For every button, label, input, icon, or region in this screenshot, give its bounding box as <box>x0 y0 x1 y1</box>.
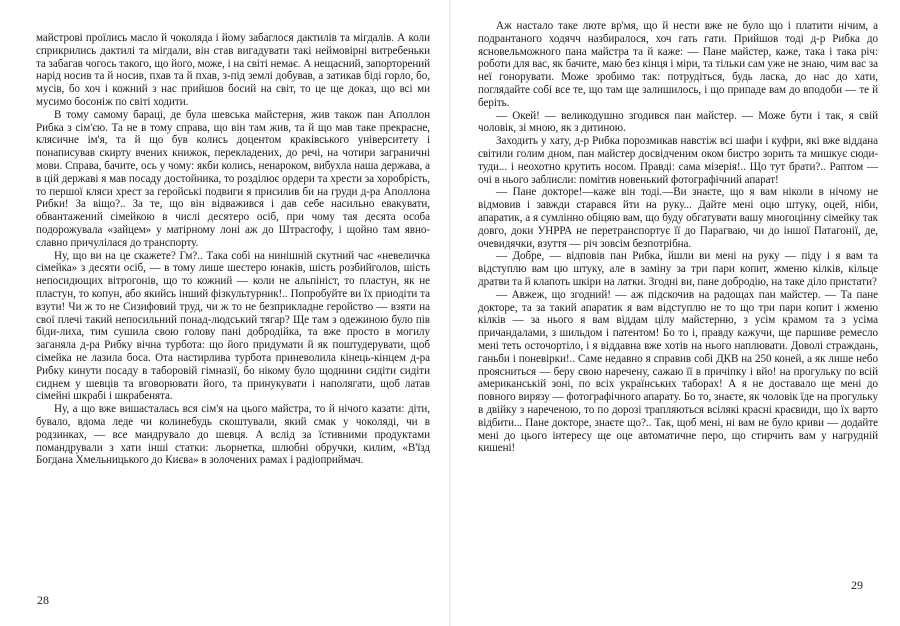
paragraph: майстрові проїлись масло й чоколяда і йому забаглося дактилів та мігдалів. А коли сприкрились дактилі та мігдали, він став вигадувати такі неймовірні витребеньки та забагав чогось такого, що його, може, і на світі немає. А нещасний, запорторений нарід носив та й носив, пхав та й пхав, з-під землі добував, а затикав біді горло, бо, мусів, бо хоч і кожний з нас прийшов босий на світ, то це ще доказ, що всі ми мусимо босоніж по світі ходити. <box>36 32 430 108</box>
page-number: 29 <box>851 578 863 592</box>
paragraph: — Пане докторе!—каже він тоді.—Ви знаєте, що я вам ніколи в нічому не відмовив і завжди старався йти на руку... Дайте мені оцю штуку, оцей, ніби, апаратик, а я сумлінно обіцяю вам, що буду обгатувати вашу многоцінну сімейку так довго, доки УНРРА не перетранспортує її до Парагваю, чи до іншої Патагонії, де, очевидячки, взуття — річ зовсім безпотрібна. <box>478 186 878 250</box>
paragraph: Заходить у хату, д-р Рибка порозмикав навстіж всі шафи і куфри, які вже віддана світили голим дном, пан майстер досвідченим оком бистро зорить та мишкує сюди-туди... і неохотно крутить носом. Правді: сама мізерія!.. Що тут брати?.. Раптом — очі в нього заблисли: помітив новенький фотографічний апарат! <box>478 135 878 186</box>
page-number: 28 <box>37 593 49 607</box>
paragraph: Аж настало таке люте вр'мя, що й нести вже не було що і платити нічим, а подрантаного ходячч назбиралося, хоч гать гати. Прийшов тоді д-р Рибка до ясновельможного пана майстра та й каже: — Пане майстер, каже, така і така річ: роботи для вас, як бачите, маю без кінця і міри, та тільки сам уже не знаю, чим вас за неї гонорувати. Може зробимо так: потрудіться, будь ласка, до нас до хати, поглядайте собі все те, що там ще залишилось, і що припаде вам до вподоби — те й беріть. <box>478 20 878 109</box>
paragraph: — Авжеж, що згодний! — аж підскочив на радощах пан майстер. — Та пане докторе, та за такий апаратик я вам відступлю не то що три пари копит і жменю кілків — за нього я вам віддам цілу майстерню, з усім крамом та з усіма причандалами, з шильдом і патентом! Бо то і, правду кажучи, ще паршиве ремесло мені теть осточортіло, і я віддавна вже хотів на нього наплювати. Доволі страждань, ганьби і поневірки!.. Саме недавно я справив собі ДКВ на 250 коней, а як лише небо проясниться — беру свою наречену, сажаю її в причіпку і вйо! на прогульку по всій американській зоні, по всіх українських таборах! А я не доставало ще мені до повного вирязу — фотографічного апарату. Бо то, знаєте, як чоловік їде на прогульку в двійку з нареченою, то по дорозі трапляються всілякі красні краєвиди, що їх варто відбити... Пане докторе, знаєте що?.. Так, щоб мені, ні вам не було криви — додайте мені до цього інтересу ще оце автоматичне перо, що стирчить вам у нагрудній кишені! <box>478 288 878 455</box>
paragraph: В тому самому бараці, де була шевська майстерня, жив також пан Аполлон Рибка з сім'єю. Та не в тому справа, що він там жив, та й що мав таке прекрасне, клясичне ім'я, та й що був колись доцентом краківського університету і понаписував скирту вчених книжок, перекладених, до речі, на чотири заграничні мови. Справа, бачите, ось у чому: якби колись, ненароком, вибухла наша держава, а в цій державі я мав посаду достойника, то розділює ордери та хрести за хоробрість, то першої кляси хрест за геройські подвиги я присилив би на груди д-ра Аполлона Рибки! За віщо?.. За те, що він відважився і дав себе насильно евакувати, обвантажений сімейкою в числі десятеро осіб, при чому тая десята особа подорожувала «зайцем» у матірному лоні аж до Штрасгофу, і щойно там явно-славно причулілася до транспорту. <box>36 108 430 249</box>
paragraph: Ну, що ви на це скажете? Гм?.. Така собі на нинішній скутний час «невеличка сімейка» з десяти осіб, — в тому лише шестеро юнаків, шість розбийголов, шість непосидющих вітрогонів, що то кожний — коли не альпініст, то пластун, як не пластун, то копун, або якийсь інший фізкультурник!.. Попробуйте ви їх приодіти та взути! Чи ж то не Сизифовий труд, чи ж то не безприкладне геройство — взяти на свої плечі такий непосильний понад-людський тягар? Ще там з одежиною було пів біди-лиха, тим сушила свою голову пані добродійка, та вже просто в могилу заганяла д-ра Рибку вічна турбота: що його придумати й як поштудерувати, щоб сімейка не лазила боса. Ота настирлива турбота приневолила кінець-кінцем д-ра Рибку кинути посаду в таборовій гімназії, бо нікому було щоднини сидіти сидіти сиднем у шевців та вговорювати його, та принукувати і наполягати, щоб латав сімейні шкрабі і шкрабенята. <box>36 249 430 403</box>
right-page <box>450 0 900 626</box>
paragraph: — Добре, — відповів пан Рибка, йшли ви мені на руку — піду і я вам та відступлю вам цю штуку, але в заміну за три пари копит, жменю кілків, кільце дратви та й клапоть шкіри на латки. Згодні ви, пане добродію, на таке діло пристати? <box>478 250 878 288</box>
paragraph: Ну, а що вже вишасталась вся сім'я на цього майстра, то й нічого казати: діти, бувало, вдома леде чи колинебудь скоштували, який смак у чоколяді, чи в родзинках, — все мандрувало до шевця. А вслід за їстивними продуктами помандрували з хати інші статки: льорнетка, шлюбні обручки, килим, «В'їзд Богдана Хмельницького до Києва» в золочених рамах і радіоприймач. <box>36 403 430 467</box>
paragraph: — Окей! — великодушно згодився пан майстер. — Може бути і так, я свій чоловік, зі мною, як з дитиною. <box>478 109 878 135</box>
